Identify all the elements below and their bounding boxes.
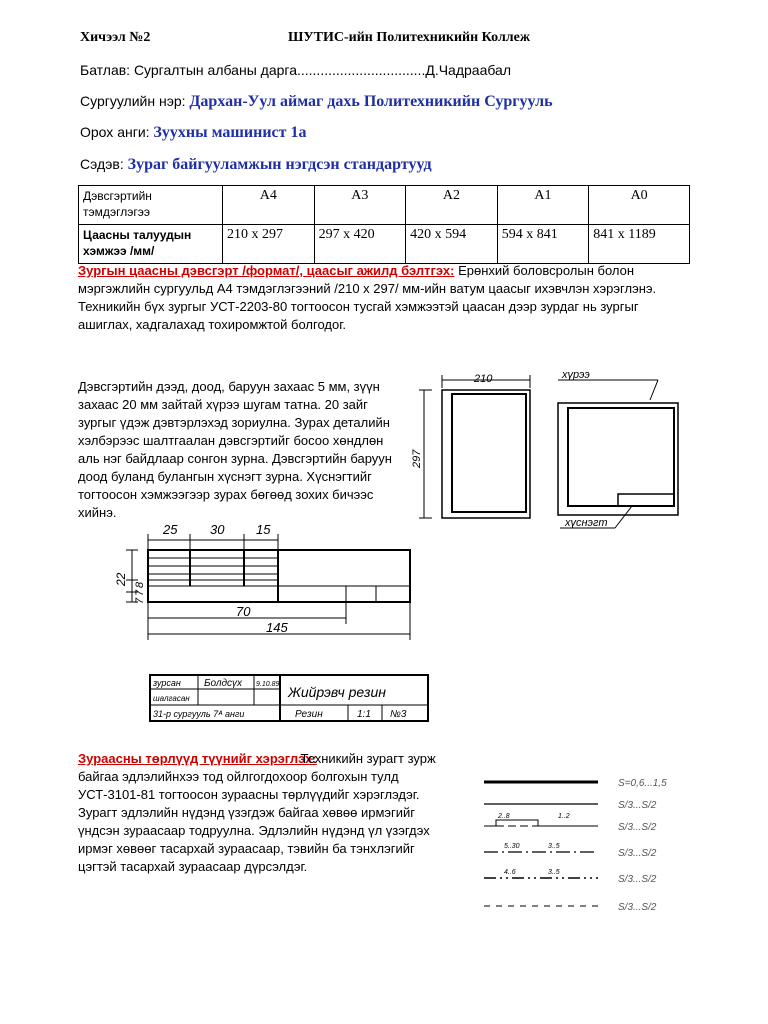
- dim-22: 22: [114, 572, 128, 586]
- stamp-material: Резин: [295, 709, 323, 720]
- dim-145: 145: [266, 620, 288, 635]
- height-label: 297: [411, 449, 423, 468]
- approve-line: Батлав: Сургалтын албаны дарга.................................Д.Чадраабал: [80, 62, 512, 78]
- title-block-figure: [114, 520, 438, 645]
- format-name: A2: [406, 186, 498, 225]
- group-label: Орох анги:: [80, 124, 150, 140]
- section3-paragraph: [78, 750, 456, 876]
- line-label-2: S/3...S/2: [618, 800, 657, 811]
- table-row: [79, 225, 690, 264]
- line-label-5: S/3...S/2: [618, 874, 657, 885]
- dim-70: 70: [236, 604, 251, 619]
- stamp-r3c1: 31-р сургууль 7ᴬ анги: [153, 709, 245, 719]
- section1-text: Ерөнхий боловсролын болон мэргэжлийн сургуульд А4 тэмдэглэгээний /210 x 297/ мм-ийн ватум цаасыг ихэвчлэн хэрэглэнэ. Техникийн бүх зургыг УСТ-2203-80 тогтоосон тусгай хэмжээтэй цаасан дээр зурдаг нь зургыг ашиглах, хадгалахад тохиромжтой болгодог.: [78, 263, 657, 332]
- stamp-title: Жийрэвч резин: [288, 684, 386, 700]
- portrait-frame: [452, 394, 526, 512]
- line-label-3: S/3...S/2: [618, 822, 657, 833]
- stamp-r2c1: шалгасан: [153, 694, 190, 703]
- school-value: Дархан-Уул аймаг дахь Политехникийн Сургууль: [189, 93, 553, 110]
- dim-7a: 7: [134, 589, 146, 596]
- topic-label: Сэдэв:: [80, 156, 124, 172]
- stamp-r1c2: Болдсүх: [204, 678, 243, 689]
- topic-value: Зураг байгууламжын нэгдсэн стандартууд: [127, 156, 432, 173]
- frame-leader: [650, 380, 658, 400]
- dim-25: 25: [163, 522, 178, 537]
- college-name: ШУТИС-ийн Политехникийн Коллеж: [288, 30, 531, 45]
- stamp-r1c3: 9.10.89: [256, 681, 280, 688]
- section3-text: Техникийн зурагт зурж байгаа эдлэлийнхээ тод ойлгогдохоор болгохын тулд УСТ-3101-81 тогтоосон зураасны төрлүүдийг хэрэглэдэг. Зурагт эдлэлийн нүдэнд үзэгдэж байгаа хөвөө ирмэгийг үндсэн зураасаар тодруулна. Эдлэлийн нүдэнд үл үзэгдэх ирмэг хөвөөг тасархай зураасаар, тэвийн ба тэнхлэгийг цэгтэй тасархай зураасаар дүрсэлдэг.: [78, 751, 436, 874]
- table-leader: [615, 506, 632, 528]
- stamp-number: №3: [390, 709, 407, 720]
- stamp-scale: 1:1: [357, 709, 371, 720]
- format-table: [78, 185, 690, 264]
- format-name: A1: [497, 186, 589, 225]
- portrait-sheet: [442, 390, 530, 518]
- dash-a-label-2: 1..2: [558, 813, 570, 820]
- line-label-1: S=0,6...1,5: [618, 778, 667, 789]
- sheet-format-figure: [410, 368, 690, 538]
- stamp-figure: [150, 675, 430, 723]
- line-types-figure: [478, 770, 690, 920]
- school-line: [80, 93, 553, 111]
- format-name: A0: [589, 186, 690, 225]
- width-label: 210: [474, 373, 493, 385]
- stamp-r1c1: зурсан: [153, 678, 181, 688]
- dim-15: 15: [256, 522, 271, 537]
- format-size: 297 x 420: [314, 225, 406, 264]
- corner-table: [618, 494, 674, 506]
- topic-line: [80, 156, 432, 174]
- dash-a-label-1: 2..8: [498, 813, 510, 820]
- section2-paragraph: Дэвсгэртийн дээд, доод, баруун захаас 5 мм, зүүн захаас 20 мм зайтай хүрээ шугам татна. 20 зайг зургыг үдэж дэвтэрлэхэд зориулна. Зурах деталийн хэлбэрээс шалтгаалан дэвсгэртийг босоо хөндлөн аль нэг байдлаар сонгон зурна. Дэвсгэртийн баруун доод буланд булангын хүснэгт зурна. Хүснэгтийг тогтоосон хэмжээгээр зурах бөгөөд зохих бичээс хийнэ.: [78, 379, 392, 520]
- format-size: 841 x 1189: [589, 225, 690, 264]
- table-row: [79, 186, 690, 225]
- format-size: 594 x 841: [497, 225, 589, 264]
- group-line: [80, 124, 307, 142]
- section1-title: Зургын цаасны дэвсгэрт /формат/, цаасыг ажилд бэлтгэх:: [78, 263, 455, 278]
- landscape-frame: [568, 408, 674, 506]
- dash-c-label-1: 4..6: [504, 869, 516, 876]
- frame-label: хүрээ: [562, 369, 590, 381]
- dim-8: 8: [134, 581, 146, 588]
- row2-label: Цаасны талуудын хэмжээ /мм/: [79, 225, 223, 264]
- line-label-6: S/3...S/2: [618, 902, 657, 913]
- school-label: Сургуулийн нэр:: [80, 93, 186, 109]
- dim-30: 30: [210, 522, 225, 537]
- dash-b-label-2: 3..5: [548, 843, 560, 850]
- dash-b-label-1: 5..30: [504, 843, 520, 850]
- wavy-line: [484, 820, 598, 826]
- line-label-4: S/3...S/2: [618, 848, 657, 859]
- format-size: 420 x 594: [406, 225, 498, 264]
- format-name: A3: [314, 186, 406, 225]
- row1-label: Дэвсгэртийн тэмдэглэгээ: [79, 186, 223, 225]
- format-size: 210 x 297: [223, 225, 315, 264]
- dash-c-label-2: 3..5: [548, 869, 560, 876]
- group-value: Зуухны машинист 1а: [153, 124, 307, 141]
- format-name: A4: [223, 186, 315, 225]
- section3-title: Зураасны төрлүүд түүнийг хэрэглэх:: [78, 751, 317, 766]
- table-label: хүснэгт: [565, 517, 608, 529]
- dim-7b: 7: [134, 597, 146, 604]
- lesson-number: Хичээл №2: [80, 30, 151, 45]
- section1-paragraph: [78, 262, 690, 334]
